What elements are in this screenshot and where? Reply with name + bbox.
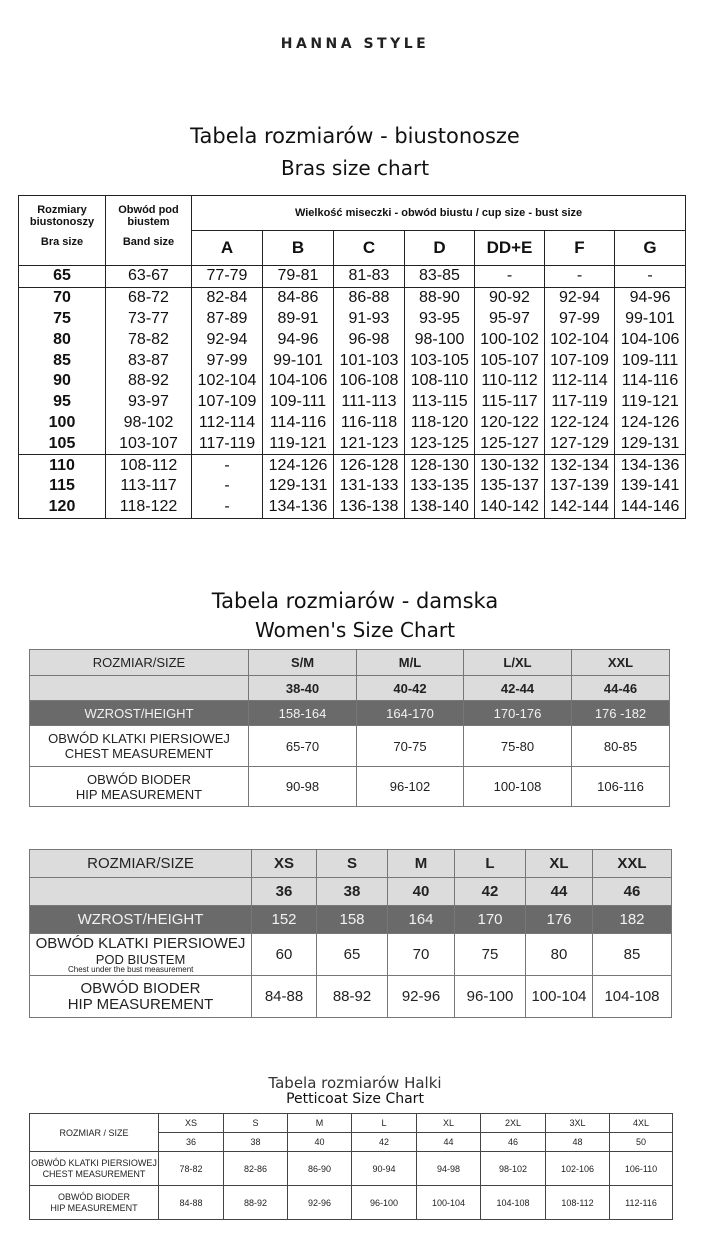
table-row bbox=[19, 433, 686, 454]
bust-size-cell: 124-126 bbox=[615, 413, 686, 434]
bust-size-cell: 108-110 bbox=[405, 371, 475, 392]
bust-size-cell: 91-93 bbox=[334, 309, 405, 330]
hip-label: OBWÓD BIODER HIP MEASUREMENT bbox=[30, 1186, 159, 1220]
bust-size-cell: 119-121 bbox=[263, 433, 334, 454]
size-cell: 4XL bbox=[610, 1114, 673, 1133]
height-cell: 182 bbox=[593, 906, 672, 934]
hip-cell: 96-102 bbox=[357, 767, 464, 807]
chest-cell: 82-86 bbox=[224, 1152, 288, 1186]
size-cell: M/L bbox=[357, 650, 464, 676]
bra-size-cell: 95 bbox=[19, 392, 106, 413]
bust-size-cell: 112-114 bbox=[192, 413, 263, 434]
bust-size-cell: 92-94 bbox=[192, 329, 263, 350]
bust-size-cell: 123-125 bbox=[405, 433, 475, 454]
band-size-cell: 63-67 bbox=[106, 266, 192, 288]
bras-size-table bbox=[18, 195, 686, 519]
bust-size-cell: 88-90 bbox=[405, 287, 475, 308]
size-cell: XXL bbox=[572, 650, 670, 676]
bust-size-cell: 96-98 bbox=[334, 329, 405, 350]
bust-size-cell: 94-96 bbox=[263, 329, 334, 350]
size-cell: M bbox=[288, 1114, 352, 1133]
hip-cell: 104-108 bbox=[593, 976, 672, 1018]
bra-size-header: Rozmiary biustonoszy Bra size bbox=[19, 196, 106, 266]
hip-cell: 104-108 bbox=[481, 1186, 546, 1220]
bust-size-cell: 107-109 bbox=[192, 392, 263, 413]
women-size-table-1 bbox=[29, 649, 670, 807]
bust-size-cell: 86-88 bbox=[334, 287, 405, 308]
chest-cell: 65-70 bbox=[249, 726, 357, 767]
height-cell: 170-176 bbox=[464, 701, 572, 726]
eu-size-label-empty bbox=[30, 676, 249, 701]
size-cell: 3XL bbox=[546, 1114, 610, 1133]
height-label: WZROST/HEIGHT bbox=[30, 906, 252, 934]
height-cell: 170 bbox=[455, 906, 526, 934]
chest-cell: 70-75 bbox=[357, 726, 464, 767]
hip-cell: 84-88 bbox=[252, 976, 317, 1018]
cup-size-cell: DD+E bbox=[475, 231, 545, 266]
bust-size-cell: 117-119 bbox=[545, 392, 615, 413]
hip-cell: 96-100 bbox=[455, 976, 526, 1018]
eu-size-cell: 44 bbox=[526, 878, 593, 906]
band-size-cell: 73-77 bbox=[106, 309, 192, 330]
bust-size-cell: 114-116 bbox=[263, 413, 334, 434]
size-label: ROZMIAR / SIZE bbox=[30, 1114, 159, 1152]
hip-cell: 88-92 bbox=[317, 976, 388, 1018]
band-size-cell: 118-122 bbox=[106, 497, 192, 518]
size-cell: L bbox=[352, 1114, 417, 1133]
band-size-cell: 68-72 bbox=[106, 287, 192, 308]
bust-size-cell: 99-101 bbox=[263, 350, 334, 371]
hip-cell: 84-88 bbox=[159, 1186, 224, 1220]
hip-cell: 92-96 bbox=[388, 976, 455, 1018]
bust-size-cell: 133-135 bbox=[405, 476, 475, 497]
eu-size-cell: 44 bbox=[417, 1133, 481, 1152]
height-cell: 158 bbox=[317, 906, 388, 934]
bust-size-cell: 129-131 bbox=[263, 476, 334, 497]
bust-size-cell: 93-95 bbox=[405, 309, 475, 330]
bust-size-cell: - bbox=[192, 497, 263, 518]
size-label: ROZMIAR/SIZE bbox=[30, 650, 249, 676]
size-cell: XS bbox=[252, 850, 317, 878]
bust-size-cell: - bbox=[475, 266, 545, 288]
bust-size-cell: 79-81 bbox=[263, 266, 334, 288]
bust-size-cell: 94-96 bbox=[615, 287, 686, 308]
bust-size-cell: - bbox=[192, 455, 263, 476]
table-row bbox=[19, 266, 686, 288]
bust-size-cell: 122-124 bbox=[545, 413, 615, 434]
band-size-cell: 93-97 bbox=[106, 392, 192, 413]
bra-size-cell: 65 bbox=[19, 266, 106, 288]
bust-size-cell: 118-120 bbox=[405, 413, 475, 434]
bust-size-cell: 120-122 bbox=[475, 413, 545, 434]
bust-size-cell: 81-83 bbox=[334, 266, 405, 288]
size-cell: S bbox=[317, 850, 388, 878]
bust-size-cell: 144-146 bbox=[615, 497, 686, 518]
band-size-cell: 83-87 bbox=[106, 350, 192, 371]
bust-size-cell: 131-133 bbox=[334, 476, 405, 497]
eu-size-cell: 40 bbox=[388, 878, 455, 906]
height-cell: 176 bbox=[526, 906, 593, 934]
bust-size-cell: 140-142 bbox=[475, 497, 545, 518]
bust-size-cell: 100-102 bbox=[475, 329, 545, 350]
height-cell: 176 -182 bbox=[572, 701, 670, 726]
bust-size-cell: 135-137 bbox=[475, 476, 545, 497]
bra-size-cell: 115 bbox=[19, 476, 106, 497]
size-cell: S/M bbox=[249, 650, 357, 676]
size-cell: XXL bbox=[593, 850, 672, 878]
height-cell: 152 bbox=[252, 906, 317, 934]
bust-size-cell: 105-107 bbox=[475, 350, 545, 371]
eu-size-cell: 38 bbox=[317, 878, 388, 906]
bust-size-cell: 110-112 bbox=[475, 371, 545, 392]
table-row bbox=[19, 350, 686, 371]
eu-size-cell: 36 bbox=[252, 878, 317, 906]
chest-cell: 86-90 bbox=[288, 1152, 352, 1186]
chest-cell: 78-82 bbox=[159, 1152, 224, 1186]
bust-size-cell: 126-128 bbox=[334, 455, 405, 476]
height-cell: 164 bbox=[388, 906, 455, 934]
size-cell: XL bbox=[526, 850, 593, 878]
hip-cell: 100-104 bbox=[417, 1186, 481, 1220]
bust-size-cell: 97-99 bbox=[192, 350, 263, 371]
eu-size-cell: 44-46 bbox=[572, 676, 670, 701]
cup-size-cell: F bbox=[545, 231, 615, 266]
hip-cell: 100-104 bbox=[526, 976, 593, 1018]
table-row bbox=[19, 455, 686, 476]
bust-size-cell: 111-113 bbox=[334, 392, 405, 413]
bust-size-cell: 142-144 bbox=[545, 497, 615, 518]
bust-size-cell: 97-99 bbox=[545, 309, 615, 330]
band-size-header: Obwód pod biustem Band size bbox=[106, 196, 192, 266]
bust-size-cell: 99-101 bbox=[615, 309, 686, 330]
hip-cell: 108-112 bbox=[546, 1186, 610, 1220]
bust-size-cell: 125-127 bbox=[475, 433, 545, 454]
bust-size-cell: 117-119 bbox=[192, 433, 263, 454]
petticoat-title-en: Petticoat Size Chart bbox=[286, 1091, 424, 1107]
bra-size-cell: 75 bbox=[19, 309, 106, 330]
eu-size-cell: 42 bbox=[455, 878, 526, 906]
cup-size-cell: B bbox=[263, 231, 334, 266]
cup-size-header: Wielkość miseczki - obwód biustu / cup size - bust size bbox=[192, 196, 686, 231]
eu-size-cell: 42 bbox=[352, 1133, 417, 1152]
table-row bbox=[19, 371, 686, 392]
bust-size-cell: 102-104 bbox=[545, 329, 615, 350]
hip-label: OBWÓD BIODER HIP MEASUREMENT bbox=[30, 767, 249, 807]
size-label: ROZMIAR/SIZE bbox=[30, 850, 252, 878]
height-label: WZROST/HEIGHT bbox=[30, 701, 249, 726]
eu-size-cell: 50 bbox=[610, 1133, 673, 1152]
table-row bbox=[19, 413, 686, 434]
table-row bbox=[19, 287, 686, 308]
petticoat-title-pl: Tabela rozmiarów Halki bbox=[268, 1074, 442, 1092]
bust-size-cell: 113-115 bbox=[405, 392, 475, 413]
chest-cell: 75 bbox=[455, 934, 526, 976]
bust-size-cell: 95-97 bbox=[475, 309, 545, 330]
height-cell: 164-170 bbox=[357, 701, 464, 726]
chest-cell: 70 bbox=[388, 934, 455, 976]
bust-size-cell: 128-130 bbox=[405, 455, 475, 476]
cup-size-cell: G bbox=[615, 231, 686, 266]
eu-size-cell: 46 bbox=[481, 1133, 546, 1152]
bust-size-cell: 90-92 bbox=[475, 287, 545, 308]
bust-size-cell: 92-94 bbox=[545, 287, 615, 308]
chest-cell: 85 bbox=[593, 934, 672, 976]
band-size-cell: 98-102 bbox=[106, 413, 192, 434]
hip-cell: 88-92 bbox=[224, 1186, 288, 1220]
hip-label: OBWÓD BIODER HIP MEASUREMENT bbox=[30, 976, 252, 1018]
bra-size-cell: 100 bbox=[19, 413, 106, 434]
bra-size-cell: 70 bbox=[19, 287, 106, 308]
bust-size-cell: 119-121 bbox=[615, 392, 686, 413]
bust-size-cell: 134-136 bbox=[615, 455, 686, 476]
bust-size-cell: 129-131 bbox=[615, 433, 686, 454]
bust-size-cell: 77-79 bbox=[192, 266, 263, 288]
size-cell: M bbox=[388, 850, 455, 878]
bra-size-cell: 85 bbox=[19, 350, 106, 371]
eu-size-cell: 40-42 bbox=[357, 676, 464, 701]
band-size-cell: 88-92 bbox=[106, 371, 192, 392]
hip-cell: 96-100 bbox=[352, 1186, 417, 1220]
bra-size-cell: 120 bbox=[19, 497, 106, 518]
height-cell: 158-164 bbox=[249, 701, 357, 726]
bust-size-cell: 104-106 bbox=[263, 371, 334, 392]
band-size-cell: 103-107 bbox=[106, 433, 192, 454]
bust-size-cell: 109-111 bbox=[263, 392, 334, 413]
eu-size-cell: 36 bbox=[159, 1133, 224, 1152]
bust-size-cell: 124-126 bbox=[263, 455, 334, 476]
bust-size-cell: - bbox=[545, 266, 615, 288]
hip-cell: 90-98 bbox=[249, 767, 357, 807]
chest-cell: 60 bbox=[252, 934, 317, 976]
bust-size-cell: 136-138 bbox=[334, 497, 405, 518]
chest-cell: 102-106 bbox=[546, 1152, 610, 1186]
bust-size-cell: 137-139 bbox=[545, 476, 615, 497]
table-row bbox=[19, 309, 686, 330]
brand-logo: HANNA STYLE bbox=[280, 36, 430, 52]
bust-size-cell: 102-104 bbox=[192, 371, 263, 392]
hip-cell: 112-116 bbox=[610, 1186, 673, 1220]
chest-cell: 90-94 bbox=[352, 1152, 417, 1186]
chest-cell: 106-110 bbox=[610, 1152, 673, 1186]
cup-size-cell: A bbox=[192, 231, 263, 266]
bust-size-cell: - bbox=[192, 476, 263, 497]
table-row bbox=[19, 497, 686, 518]
cup-size-cell: C bbox=[334, 231, 405, 266]
band-size-cell: 78-82 bbox=[106, 329, 192, 350]
women-title-pl: Tabela rozmiarów - damska bbox=[211, 589, 499, 613]
hip-cell: 100-108 bbox=[464, 767, 572, 807]
band-size-cell: 108-112 bbox=[106, 455, 192, 476]
bust-size-cell: 103-105 bbox=[405, 350, 475, 371]
bust-size-cell: 87-89 bbox=[192, 309, 263, 330]
chest-cell: 75-80 bbox=[464, 726, 572, 767]
band-size-cell: 113-117 bbox=[106, 476, 192, 497]
table-row bbox=[19, 329, 686, 350]
bust-size-cell: 83-85 bbox=[405, 266, 475, 288]
bust-size-cell: 138-140 bbox=[405, 497, 475, 518]
chest-label: OBWÓD KLATKI PIERSIOWEJ POD BIUSTEM Chest under the bust measurement bbox=[30, 934, 252, 976]
bust-size-cell: 127-129 bbox=[545, 433, 615, 454]
bust-size-cell: 115-117 bbox=[475, 392, 545, 413]
bra-size-cell: 110 bbox=[19, 455, 106, 476]
eu-size-cell: 38 bbox=[224, 1133, 288, 1152]
women-size-table-2 bbox=[29, 849, 672, 1018]
bust-size-cell: 89-91 bbox=[263, 309, 334, 330]
eu-size-label-empty bbox=[30, 878, 252, 906]
bras-title-pl: Tabela rozmiarów - biustonosze bbox=[190, 124, 520, 148]
bust-size-cell: 112-114 bbox=[545, 371, 615, 392]
bust-size-cell: 109-111 bbox=[615, 350, 686, 371]
chest-cell: 80 bbox=[526, 934, 593, 976]
bust-size-cell: 121-123 bbox=[334, 433, 405, 454]
bra-size-cell: 80 bbox=[19, 329, 106, 350]
bust-size-cell: 139-141 bbox=[615, 476, 686, 497]
bust-size-cell: 107-109 bbox=[545, 350, 615, 371]
bust-size-cell: 82-84 bbox=[192, 287, 263, 308]
size-cell: XL bbox=[417, 1114, 481, 1133]
hip-cell: 92-96 bbox=[288, 1186, 352, 1220]
bust-size-cell: 116-118 bbox=[334, 413, 405, 434]
size-cell: L bbox=[455, 850, 526, 878]
bust-size-cell: 101-103 bbox=[334, 350, 405, 371]
chest-label: OBWÓD KLATKI PIERSIOWEJ CHEST MEASUREMENT bbox=[30, 1152, 159, 1186]
bust-size-cell: 130-132 bbox=[475, 455, 545, 476]
size-cell: L/XL bbox=[464, 650, 572, 676]
bust-size-cell: 106-108 bbox=[334, 371, 405, 392]
eu-size-cell: 42-44 bbox=[464, 676, 572, 701]
chest-cell: 94-98 bbox=[417, 1152, 481, 1186]
bust-size-cell: 114-116 bbox=[615, 371, 686, 392]
petticoat-size-table bbox=[29, 1113, 673, 1220]
chest-cell: 98-102 bbox=[481, 1152, 546, 1186]
bra-size-cell: 90 bbox=[19, 371, 106, 392]
eu-size-cell: 40 bbox=[288, 1133, 352, 1152]
chest-label: OBWÓD KLATKI PIERSIOWEJ CHEST MEASUREMENT bbox=[30, 726, 249, 767]
table-row bbox=[19, 392, 686, 413]
eu-size-cell: 38-40 bbox=[249, 676, 357, 701]
chest-cell: 80-85 bbox=[572, 726, 670, 767]
size-cell: 2XL bbox=[481, 1114, 546, 1133]
hip-cell: 106-116 bbox=[572, 767, 670, 807]
table-row bbox=[19, 476, 686, 497]
bust-size-cell: 104-106 bbox=[615, 329, 686, 350]
eu-size-cell: 46 bbox=[593, 878, 672, 906]
bra-size-cell: 105 bbox=[19, 433, 106, 454]
eu-size-cell: 48 bbox=[546, 1133, 610, 1152]
bust-size-cell: 134-136 bbox=[263, 497, 334, 518]
bras-title-en: Bras size chart bbox=[280, 156, 430, 180]
size-cell: XS bbox=[159, 1114, 224, 1133]
chest-cell: 65 bbox=[317, 934, 388, 976]
bust-size-cell: 84-86 bbox=[263, 287, 334, 308]
bust-size-cell: 132-134 bbox=[545, 455, 615, 476]
cup-size-cell: D bbox=[405, 231, 475, 266]
women-title-en: Women's Size Chart bbox=[255, 618, 455, 642]
bust-size-cell: 98-100 bbox=[405, 329, 475, 350]
bust-size-cell: - bbox=[615, 266, 686, 288]
size-cell: S bbox=[224, 1114, 288, 1133]
